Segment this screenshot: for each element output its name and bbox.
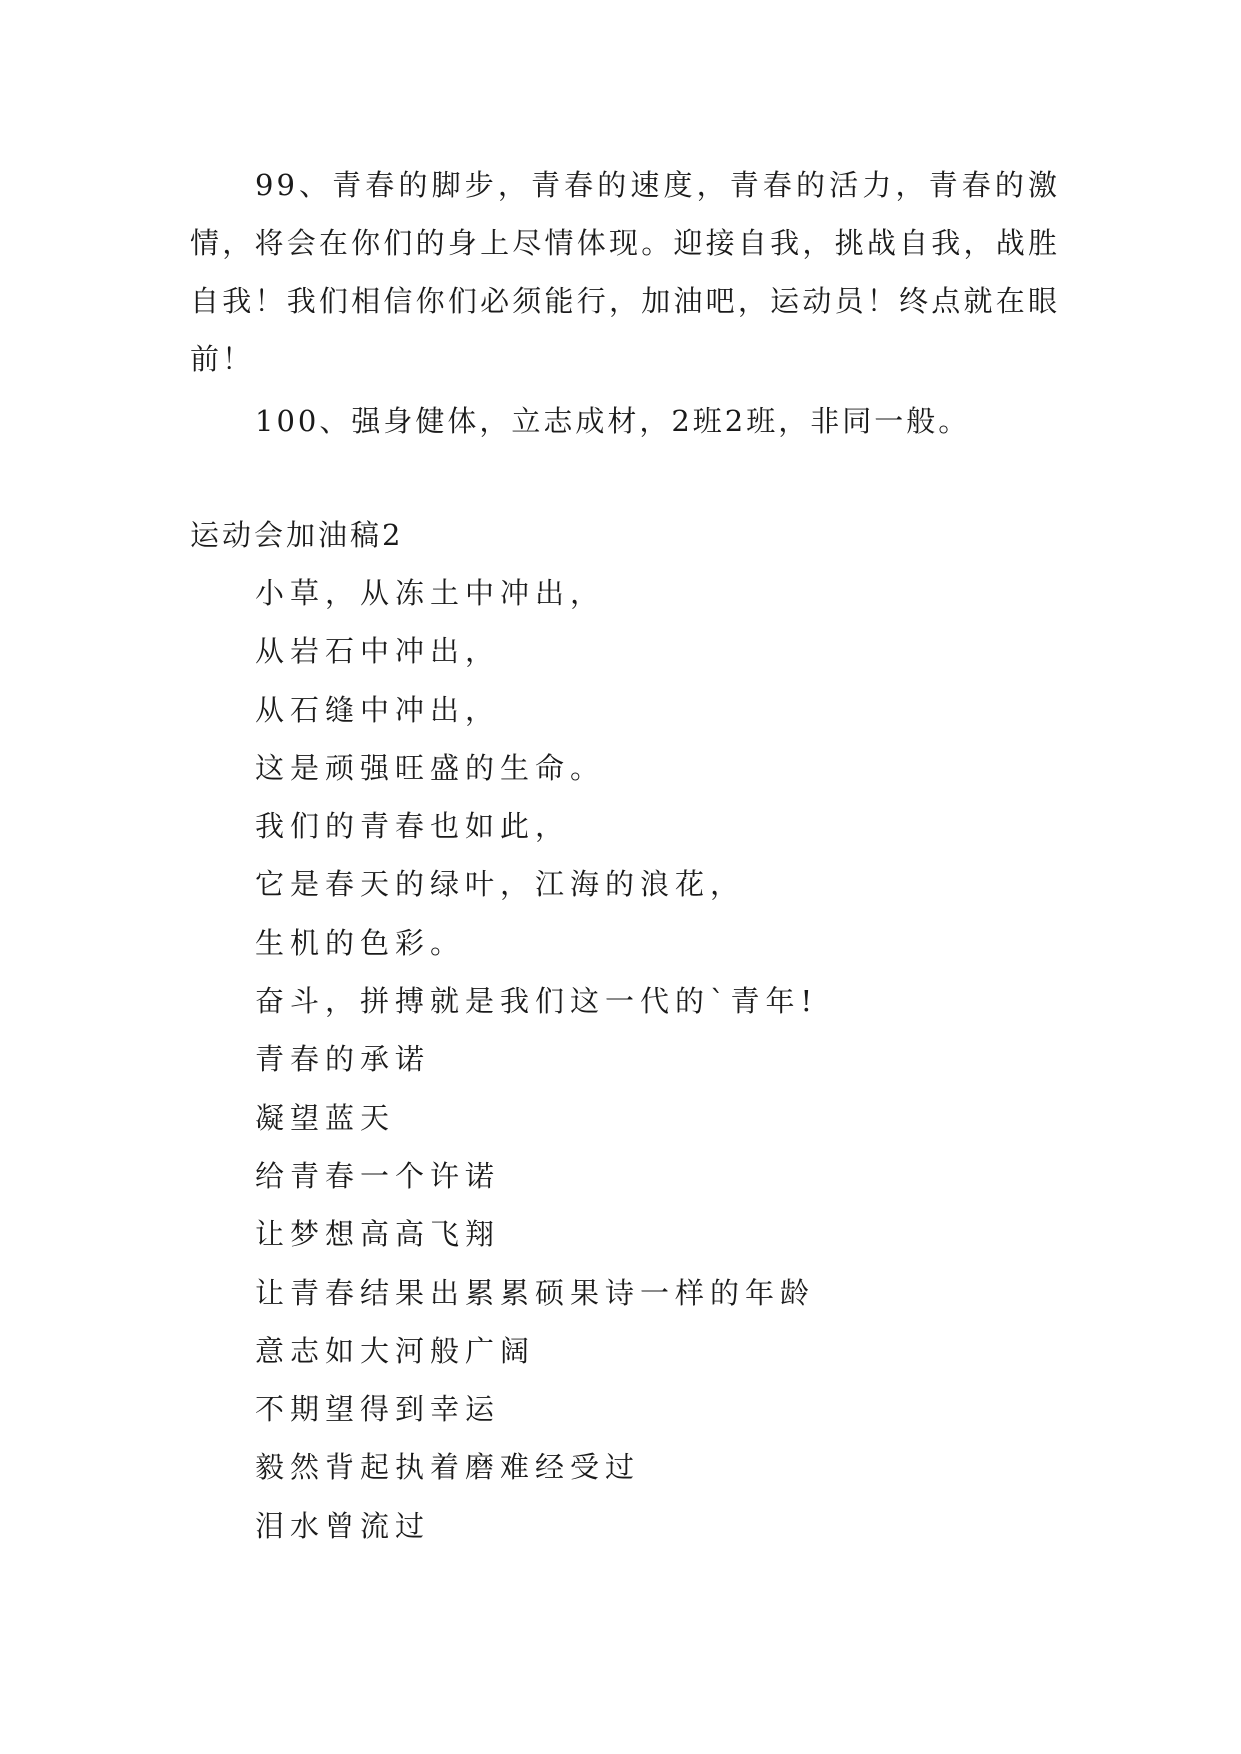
poem-line: 泪水曾流过 xyxy=(255,1508,431,1543)
poem-line: 奋斗，拼搏就是我们这一代的`青年! xyxy=(255,984,819,1019)
paragraph-99: 99、青春的脚步，青春的速度，青春的活力，青春的激情，将会在你们的身上尽情体现。迎接自我，挑战自我，战胜自我！我们相信你们必须能行，加油吧，运动员！终点就在眼前！ xyxy=(190,168,1060,376)
poem xyxy=(255,564,818,1555)
poem-line: 从岩石中冲出， xyxy=(255,634,501,669)
poem-line: 让梦想高高飞翔 xyxy=(255,1217,501,1252)
poem-line: 给青春一个许诺 xyxy=(255,1158,501,1193)
poem-line: 凝望蓝天 xyxy=(255,1100,396,1135)
poem-line: 小草，从冻土中冲出， xyxy=(255,576,606,610)
paragraph-100: 100、强身健体，立志成材，2班2班，非同一般。 xyxy=(255,404,971,438)
poem-line: 青春的承诺 xyxy=(255,1042,431,1077)
poem-line: 从石缝中冲出， xyxy=(255,692,501,727)
poem-line: 意志如大河般广阔 xyxy=(255,1333,536,1368)
poem-line: 它是春天的绿叶，江海的浪花， xyxy=(255,867,746,902)
poem-line: 不期望得到幸运 xyxy=(255,1392,501,1427)
section-heading: 运动会加油稿2 xyxy=(190,518,404,552)
poem-line: 生机的色彩。 xyxy=(255,925,466,960)
poem-line: 让青春结果出累累硕果诗一样的年龄 xyxy=(255,1275,816,1310)
poem-line: 我们的青春也如此， xyxy=(255,809,571,844)
poem-line: 毅然背起执着磨难经受过 xyxy=(255,1450,641,1485)
poem-line: 这是顽强旺盛的生命。 xyxy=(255,750,606,785)
